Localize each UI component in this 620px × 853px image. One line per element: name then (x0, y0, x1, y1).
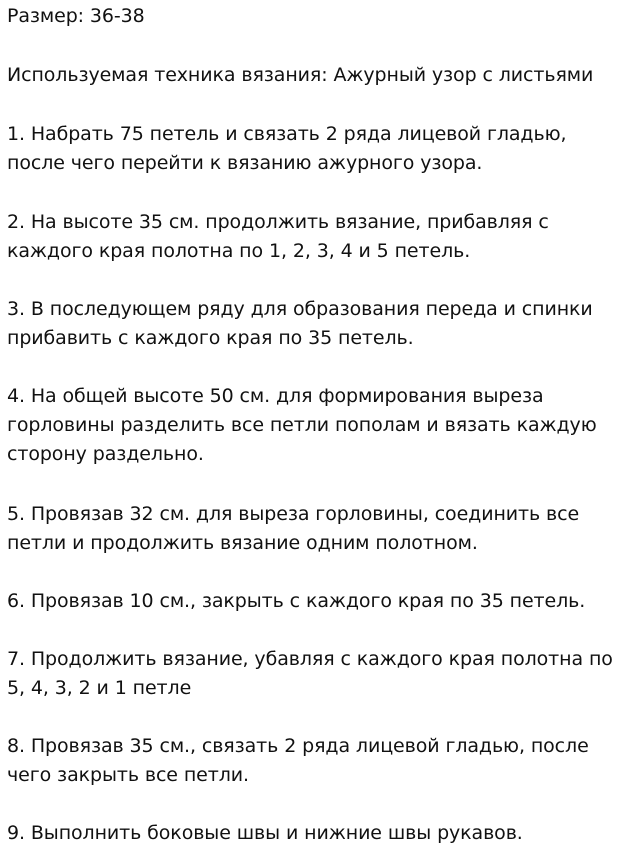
step-line: после чего перейти к вязанию ажурного узора. (7, 152, 483, 174)
step-4 (7, 382, 615, 469)
technique-text: Используемая техника вязания: Ажурный узор с листьями (7, 64, 594, 86)
step-7 (7, 645, 615, 703)
step-line: чего закрыть все петли. (7, 764, 249, 786)
size-text: Размер: 36-38 (7, 5, 145, 27)
step-1 (7, 120, 615, 178)
technique-line (7, 61, 615, 90)
step-9 (7, 819, 615, 848)
step-line: каждого края полотна по 1, 2, 3, 4 и 5 петель. (7, 240, 471, 262)
step-line: сторону раздельно. (7, 443, 204, 465)
step-line: 6. Провязав 10 см., закрыть с каждого края по 35 петель. (7, 590, 586, 612)
step-6 (7, 587, 615, 616)
step-line: 5. Провязав 32 см. для выреза горловины, соединить все (7, 503, 580, 525)
step-line: петли и продолжить вязание одним полотном. (7, 532, 478, 554)
step-5 (7, 500, 615, 558)
step-line: горловины разделить все петли пополам и вязать каждую (7, 414, 597, 436)
size-line (7, 2, 615, 31)
step-line: 3. В последующем ряду для образования переда и спинки (7, 298, 593, 320)
step-line: 5, 4, 3, 2 и 1 петле (7, 677, 192, 699)
step-line: 4. На общей высоте 50 см. для формирования выреза (7, 385, 544, 407)
step-line: 2. На высоте 35 см. продолжить вязание, прибавляя с (7, 211, 549, 233)
step-line: прибавить с каждого края по 35 петель. (7, 327, 414, 349)
step-line: 1. Набрать 75 петель и связать 2 ряда лицевой гладью, (7, 123, 567, 145)
step-line: 8. Провязав 35 см., связать 2 ряда лицевой гладью, после (7, 735, 589, 757)
step-8 (7, 732, 615, 790)
step-2 (7, 208, 615, 266)
step-line: 9. Выполнить боковые швы и нижние швы рукавов. (7, 822, 523, 844)
step-3 (7, 295, 615, 353)
step-line: 7. Продолжить вязание, убавляя с каждого края полотна по (7, 648, 613, 670)
